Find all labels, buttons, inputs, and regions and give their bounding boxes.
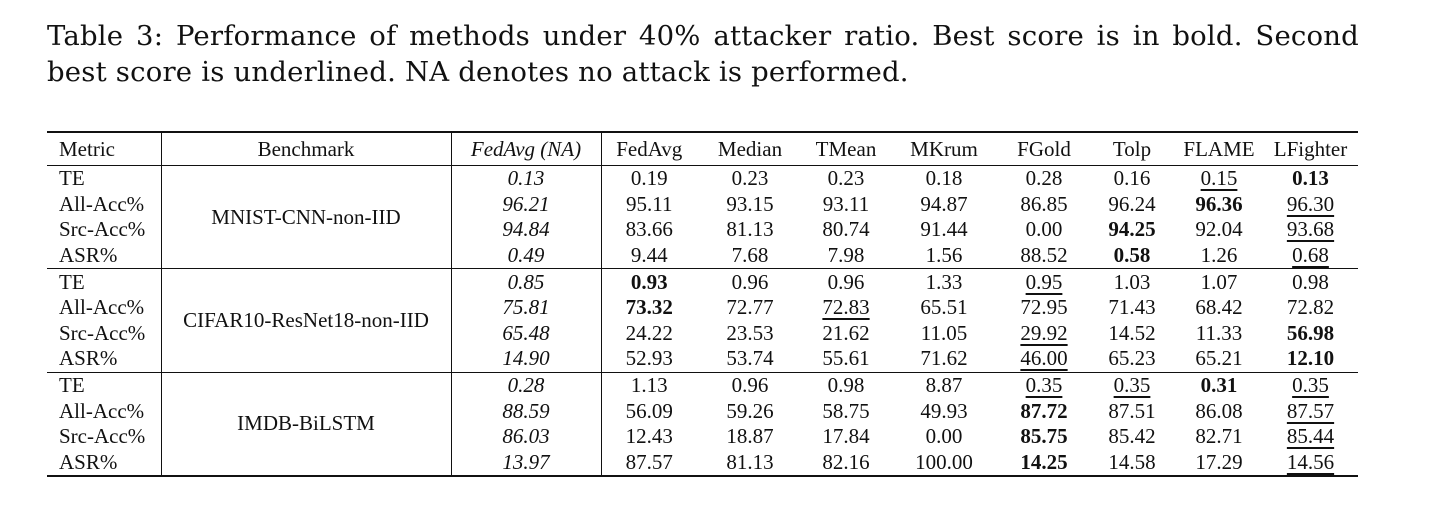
value-text: 0.28 — [1025, 166, 1063, 191]
value-cell — [697, 243, 803, 269]
value-text: 0.23 — [827, 166, 865, 191]
value-cell — [1263, 217, 1358, 243]
value-cell — [601, 295, 697, 321]
value-text: 12.10 — [1286, 346, 1335, 371]
value-text: 96.21 — [502, 191, 550, 216]
value-text: 14.52 — [1108, 320, 1156, 345]
value-cell — [803, 166, 889, 192]
value-cell — [1089, 269, 1175, 295]
benchmark-cell: CIFAR10-ResNet18-non-IID — [161, 269, 451, 372]
value-cell — [697, 346, 803, 372]
value-cell — [697, 269, 803, 295]
metric-cell: All-Acc% — [47, 192, 161, 218]
value-text: 96.24 — [1108, 191, 1156, 216]
value-text: 53.74 — [726, 346, 774, 371]
value-text: 46.00 — [1020, 346, 1068, 371]
value-text: 75.81 — [502, 295, 550, 320]
value-cell — [1263, 398, 1358, 424]
value-text: 18.87 — [726, 424, 774, 449]
value-text: 0.68 — [1292, 243, 1329, 268]
value-cell — [1263, 192, 1358, 218]
value-cell — [601, 346, 697, 372]
value-cell — [999, 450, 1089, 477]
value-text: 0.19 — [630, 166, 668, 191]
value-text: 0.18 — [925, 166, 963, 191]
value-cell — [999, 243, 1089, 269]
value-cell — [1263, 450, 1358, 477]
value-text: 88.59 — [502, 398, 550, 423]
value-text: 93.11 — [822, 191, 870, 216]
value-cell — [1175, 424, 1263, 450]
value-cell — [1089, 372, 1175, 398]
value-text: 0.16 — [1113, 166, 1151, 191]
value-text: 0.58 — [1113, 243, 1151, 268]
header-metric: Metric — [47, 132, 161, 166]
value-cell — [601, 269, 697, 295]
value-cell — [697, 372, 803, 398]
value-text: 0.96 — [827, 269, 865, 294]
value-text: 9.44 — [630, 243, 668, 268]
value-text: 56.98 — [1286, 320, 1335, 345]
value-text: 11.33 — [1195, 320, 1243, 345]
value-cell — [1175, 295, 1263, 321]
value-cell — [1175, 269, 1263, 295]
value-cell — [803, 398, 889, 424]
caption-label: Table 3: — [47, 20, 164, 52]
value-cell — [889, 295, 999, 321]
value-cell — [889, 166, 999, 192]
table-body — [47, 166, 1358, 477]
value-text: 0.00 — [925, 424, 963, 449]
value-cell — [601, 166, 697, 192]
value-cell — [451, 424, 601, 450]
metric-cell: TE — [47, 269, 161, 295]
value-text: 14.90 — [502, 346, 550, 371]
value-text: 83.66 — [625, 217, 673, 242]
value-cell — [697, 450, 803, 477]
header-tmean: TMean — [815, 136, 877, 161]
value-cell — [803, 243, 889, 269]
value-text: 73.32 — [625, 295, 673, 320]
value-text: 14.25 — [1020, 449, 1068, 474]
table-row — [47, 269, 1358, 295]
value-cell — [697, 321, 803, 347]
value-cell — [889, 269, 999, 295]
metric-cell: ASR% — [47, 450, 161, 477]
value-cell — [451, 398, 601, 424]
value-cell — [803, 295, 889, 321]
value-cell — [1089, 450, 1175, 477]
value-text: 93.15 — [726, 191, 774, 216]
value-cell — [999, 217, 1089, 243]
value-text: 91.44 — [920, 217, 968, 242]
value-text: 24.22 — [625, 320, 673, 345]
value-text: 0.35 — [1292, 373, 1329, 398]
value-text: 87.57 — [625, 449, 673, 474]
value-cell — [1175, 321, 1263, 347]
value-text: 8.87 — [925, 373, 963, 398]
value-cell — [803, 192, 889, 218]
value-text: 87.51 — [1108, 398, 1156, 423]
value-text: 1.03 — [1113, 269, 1151, 294]
value-text: 0.31 — [1200, 373, 1238, 398]
value-text: 100.00 — [915, 449, 973, 474]
value-cell — [1175, 398, 1263, 424]
value-cell — [451, 217, 601, 243]
results-table — [47, 131, 1358, 477]
metric-cell: All-Acc% — [47, 398, 161, 424]
value-cell — [1089, 217, 1175, 243]
value-cell — [697, 192, 803, 218]
value-text: 0.35 — [1113, 373, 1151, 398]
value-text: 82.71 — [1195, 424, 1243, 449]
value-text: 0.13 — [507, 166, 545, 191]
header-mkrum: MKrum — [910, 136, 978, 161]
benchmark-cell: MNIST-CNN-non-IID — [161, 166, 451, 269]
value-text: 56.09 — [625, 398, 673, 423]
value-cell — [1089, 424, 1175, 450]
value-text: 0.49 — [507, 243, 545, 268]
value-text: 0.95 — [1025, 269, 1063, 294]
value-cell — [601, 321, 697, 347]
metric-cell: Src-Acc% — [47, 321, 161, 347]
value-cell — [451, 166, 601, 192]
value-cell — [803, 450, 889, 477]
value-text: 92.04 — [1195, 217, 1243, 242]
value-text: 0.13 — [1292, 166, 1329, 191]
value-cell — [999, 372, 1089, 398]
value-cell — [1089, 166, 1175, 192]
value-cell — [1263, 166, 1358, 192]
value-cell — [601, 192, 697, 218]
value-cell — [1263, 269, 1358, 295]
value-cell — [803, 217, 889, 243]
value-cell — [889, 321, 999, 347]
value-text: 65.21 — [1195, 346, 1243, 371]
value-cell — [1175, 372, 1263, 398]
value-text: 82.16 — [822, 449, 870, 474]
value-text: 87.57 — [1286, 398, 1335, 423]
value-text: 0.96 — [731, 269, 769, 294]
value-cell — [601, 398, 697, 424]
value-text: 58.75 — [822, 398, 870, 423]
value-cell — [889, 424, 999, 450]
value-cell — [1263, 424, 1358, 450]
value-text: 14.58 — [1108, 449, 1156, 474]
value-cell — [889, 243, 999, 269]
value-cell — [451, 269, 601, 295]
value-text: 0.35 — [1025, 373, 1063, 398]
metric-cell: ASR% — [47, 346, 161, 372]
header-fedavg-na: FedAvg (NA) — [451, 132, 601, 166]
value-cell — [803, 372, 889, 398]
value-cell — [1089, 192, 1175, 218]
value-text: 0.98 — [827, 373, 865, 398]
value-text: 21.62 — [822, 320, 870, 345]
value-cell — [1089, 398, 1175, 424]
value-text: 49.93 — [920, 398, 968, 423]
caption-text: Performance of methods under 40% attacker ratio. Best score is in bold. Second best score is underlined. NA denotes no attack is performed. — [47, 20, 1359, 88]
value-cell — [601, 372, 697, 398]
value-cell — [1263, 346, 1358, 372]
value-cell — [697, 424, 803, 450]
header-fgold: FGold — [1017, 136, 1071, 161]
value-text: 1.13 — [630, 373, 668, 398]
value-cell — [999, 295, 1089, 321]
metric-cell: TE — [47, 372, 161, 398]
value-text: 0.93 — [630, 269, 668, 294]
value-text: 0.28 — [507, 373, 545, 398]
value-text: 7.68 — [731, 243, 769, 268]
value-text: 72.77 — [726, 295, 774, 320]
value-text: 86.08 — [1195, 398, 1243, 423]
value-cell — [1089, 295, 1175, 321]
value-cell — [889, 192, 999, 218]
value-cell — [889, 346, 999, 372]
value-cell — [697, 398, 803, 424]
value-cell — [697, 166, 803, 192]
value-cell — [999, 321, 1089, 347]
value-cell — [1263, 321, 1358, 347]
value-cell — [803, 346, 889, 372]
value-cell — [697, 217, 803, 243]
value-text: 7.98 — [827, 243, 865, 268]
value-cell — [803, 424, 889, 450]
value-cell — [451, 321, 601, 347]
value-text: 86.85 — [1020, 191, 1068, 216]
value-cell — [451, 450, 601, 477]
value-cell — [889, 450, 999, 477]
value-text: 87.72 — [1020, 398, 1068, 423]
value-text: 23.53 — [726, 320, 774, 345]
value-text: 93.68 — [1286, 217, 1335, 242]
value-text: 88.52 — [1020, 243, 1068, 268]
value-text: 1.56 — [925, 243, 963, 268]
value-cell — [601, 243, 697, 269]
value-cell — [1175, 450, 1263, 477]
value-text: 0.85 — [507, 269, 545, 294]
value-text: 59.26 — [726, 398, 774, 423]
header-lfighter: LFighter — [1273, 136, 1348, 161]
value-text: 12.43 — [625, 424, 673, 449]
value-text: 96.36 — [1195, 191, 1243, 216]
header-row — [47, 132, 1358, 166]
value-text: 86.03 — [502, 424, 550, 449]
value-cell — [1175, 217, 1263, 243]
value-cell — [601, 217, 697, 243]
value-cell — [1089, 346, 1175, 372]
header-fedavg: FedAvg — [616, 136, 683, 161]
value-text: 81.13 — [726, 449, 774, 474]
value-text: 55.61 — [822, 346, 870, 371]
value-cell — [451, 346, 601, 372]
value-text: 65.51 — [920, 295, 968, 320]
value-cell — [803, 269, 889, 295]
value-text: 72.83 — [822, 295, 870, 320]
value-text: 0.98 — [1292, 269, 1329, 294]
value-cell — [451, 372, 601, 398]
value-cell — [999, 398, 1089, 424]
metric-cell: Src-Acc% — [47, 217, 161, 243]
value-text: 94.25 — [1108, 217, 1156, 242]
value-cell — [451, 192, 601, 218]
value-text: 72.82 — [1286, 295, 1335, 320]
value-text: 81.13 — [726, 217, 774, 242]
value-cell — [1089, 321, 1175, 347]
value-cell — [803, 321, 889, 347]
value-text: 0.15 — [1200, 166, 1238, 191]
value-text: 80.74 — [822, 217, 870, 242]
value-cell — [601, 450, 697, 477]
value-text: 52.93 — [625, 346, 673, 371]
value-text: 14.56 — [1286, 449, 1335, 474]
value-text: 65.48 — [502, 320, 550, 345]
table-caption — [47, 18, 1359, 90]
value-cell — [1089, 243, 1175, 269]
table-row — [47, 372, 1358, 398]
value-cell — [999, 346, 1089, 372]
value-text: 65.23 — [1108, 346, 1156, 371]
value-cell — [999, 424, 1089, 450]
value-text: 71.62 — [920, 346, 968, 371]
value-cell — [889, 398, 999, 424]
value-text: 72.95 — [1020, 295, 1068, 320]
value-text: 1.33 — [925, 269, 963, 294]
table-row — [47, 166, 1358, 192]
value-cell — [1263, 295, 1358, 321]
value-text: 96.30 — [1286, 191, 1335, 216]
header-median: Median — [717, 136, 783, 161]
value-text: 94.87 — [920, 191, 968, 216]
header-tolp: Tolp — [1112, 136, 1152, 161]
value-cell — [999, 166, 1089, 192]
value-text: 85.44 — [1286, 424, 1335, 449]
value-cell — [889, 217, 999, 243]
value-cell — [889, 372, 999, 398]
metric-cell: ASR% — [47, 243, 161, 269]
value-cell — [999, 192, 1089, 218]
value-cell — [1175, 166, 1263, 192]
value-text: 0.96 — [731, 373, 769, 398]
value-cell — [1263, 243, 1358, 269]
benchmark-cell: IMDB-BiLSTM — [161, 372, 451, 476]
value-text: 17.84 — [822, 424, 870, 449]
value-cell — [1175, 346, 1263, 372]
value-text: 11.05 — [920, 320, 968, 345]
value-text: 85.75 — [1020, 424, 1068, 449]
value-text: 94.84 — [502, 217, 550, 242]
metric-cell: TE — [47, 166, 161, 192]
value-text: 68.42 — [1195, 295, 1243, 320]
header-flame: FLAME — [1183, 136, 1255, 161]
value-text: 13.97 — [502, 449, 550, 474]
header-benchmark: Benchmark — [161, 132, 451, 166]
value-text: 95.11 — [626, 191, 673, 216]
value-cell — [451, 295, 601, 321]
value-text: 0.00 — [1025, 217, 1063, 242]
value-text: 1.07 — [1200, 269, 1238, 294]
value-cell — [697, 295, 803, 321]
value-text: 1.26 — [1200, 243, 1238, 268]
value-text: 17.29 — [1195, 449, 1243, 474]
value-cell — [999, 269, 1089, 295]
value-text: 29.92 — [1020, 320, 1068, 345]
value-cell — [1175, 192, 1263, 218]
metric-cell: Src-Acc% — [47, 424, 161, 450]
metric-cell: All-Acc% — [47, 295, 161, 321]
value-cell — [1263, 372, 1358, 398]
value-cell — [601, 424, 697, 450]
value-text: 71.43 — [1108, 295, 1156, 320]
value-cell — [1175, 243, 1263, 269]
value-cell — [451, 243, 601, 269]
value-text: 0.23 — [731, 166, 769, 191]
value-text: 85.42 — [1108, 424, 1156, 449]
